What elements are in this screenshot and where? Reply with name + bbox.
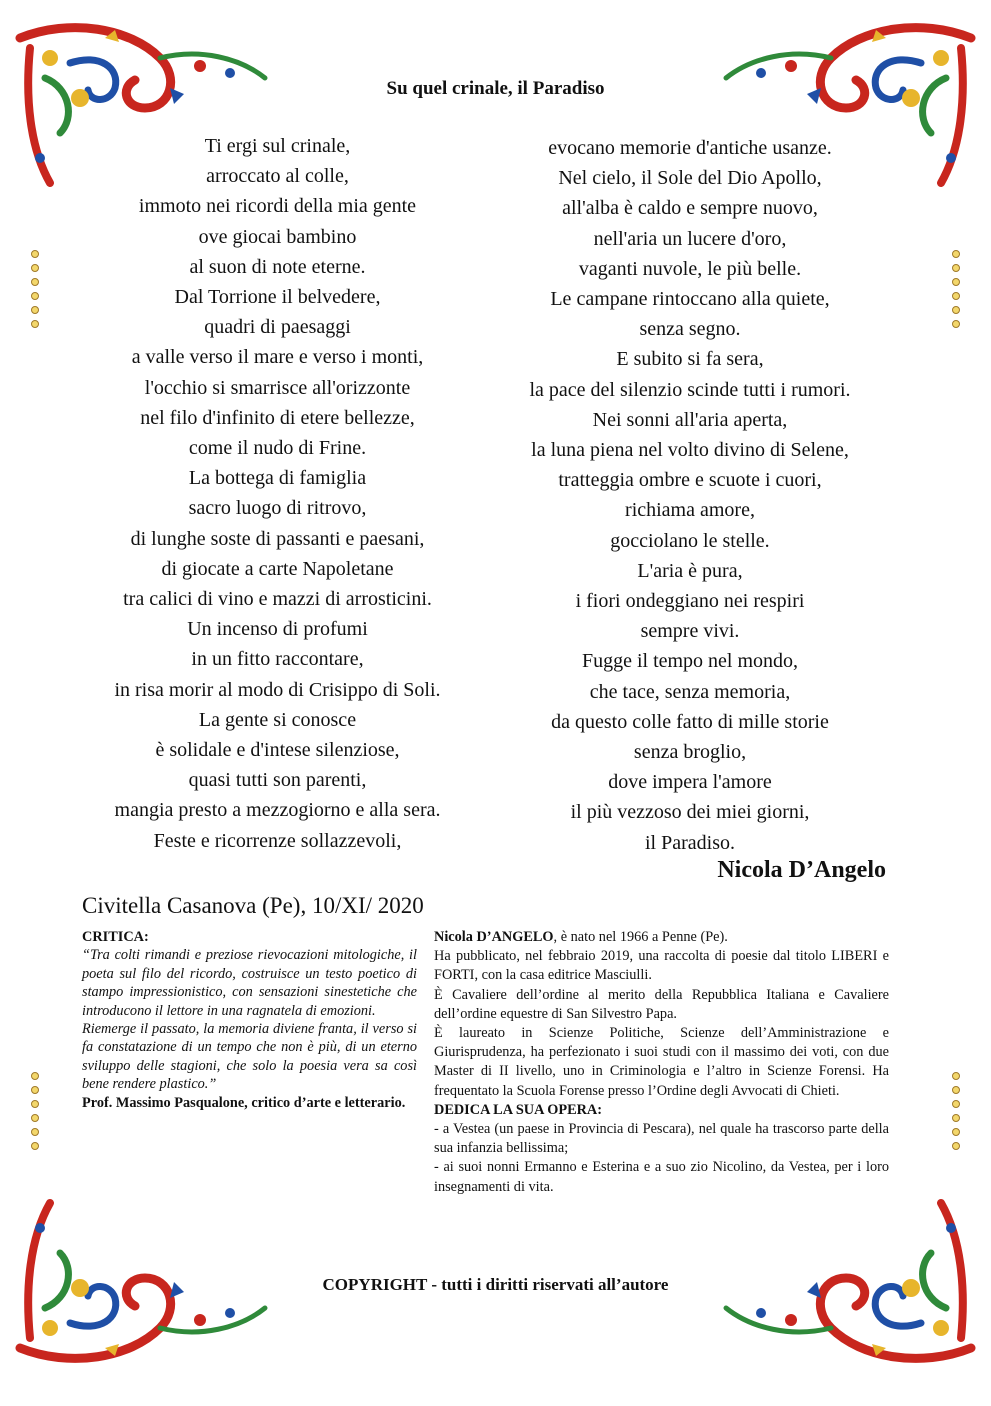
poem-right-line: dove impera l'amore [608,771,772,794]
poem-right-line: la pace del silenzio scinde tutti i rumori. [529,378,851,401]
copyright-notice: COPYRIGHT - tutti i diritti riservati all’autore [322,1275,669,1294]
place-date: Civitella Casanova (Pe), 10/XI/ 2020 [82,893,424,918]
poem-right-line: all'alba è caldo e sempre nuovo, [562,197,818,220]
dot-border-right-top [952,250,960,328]
poem-right-line: il Paradiso. [645,831,735,854]
poem-right-column [495,133,885,858]
poem-left-line: al suon di note eterne. [189,255,366,278]
poem-left-line: nel filo d'infinito di etere bellezze, [140,406,415,429]
poem-left-line: a valle verso il mare e verso i monti, [131,346,424,369]
poem-right-line: Nel cielo, il Sole del Dio Apollo, [558,167,822,190]
poem-left-line: La bottega di famiglia [188,467,367,490]
poem-left-line: arroccato al colle, [206,165,349,188]
poem-right-line: vaganti nuvole, le più belle. [578,257,802,280]
poem-left-line: tra calici di vino e mazzi di arrosticini. [123,588,432,611]
poem-left-line: Ti ergi sul crinale, [204,135,351,157]
poem-left-column [80,131,475,856]
poem-left-line: mangia presto a mezzogiorno e alla sera. [114,799,441,822]
poem-right-line: senza segno. [639,318,741,341]
poem-right-line: evocano memorie d'antiche usanze. [548,137,832,159]
poem-right-line: richiama amore, [625,499,755,522]
poem-right-line: senza broglio, [633,741,747,764]
poem-right-line: sempre vivi. [640,620,740,643]
poem-right-line: L'aria è pura, [637,559,743,582]
poem-left-line: l'occhio si smarrisce all'orizzonte [144,376,411,399]
poem-right-line: tratteggia ombre e scuote i cuori, [558,469,822,492]
dedica-item-1: - a Vestea (un paese in Provincia di Pescara), nel quale ha trascorso parte della sua infanzia bellissima; [434,1121,889,1157]
critica-text-2: Riemerge il passato, la memoria diviene franta, il verso si fa constatazione di un tempo che non è più, di un eterno sviluppo delle stagioni, che solo la poesia vera sa così bene rendere plastico.” [82,1021,417,1093]
poem-left-line: sacro luogo di ritrovo, [188,497,367,520]
critica-section [82,928,417,1112]
poem-left-line: di lunghe soste di passanti e paesani, [130,527,425,550]
poem-right-line: i fiori ondeggiano nei respiri [575,590,805,613]
poem-right-line: il più vezzoso dei miei giorni, [570,801,810,824]
poem-left-line: in risa morir al modo di Crisippo di Soli. [114,678,441,701]
poem-left-line: è solidale e d'intese silenziose, [155,739,400,762]
poem-right-line: E subito si fa sera, [616,348,764,371]
poem-right-line: gocciolano le stelle. [610,529,770,552]
poem-right-line: che tace, senza memoria, [589,680,791,703]
poem-author: Nicola D’Angelo [717,857,886,883]
poem-left-line: quasi tutti son parenti, [188,769,367,792]
critica-signature: Prof. Massimo Pasqualone, critico d’arte e letterario. [82,1094,406,1111]
bio-intro [434,928,889,947]
dedica-item-2: - ai suoi nonni Ermanno e Esterina e a suo zio Nicolino, da Vestea, per i loro insegnamenti di vita. [434,1159,889,1195]
poem-title: Su quel crinale, il Paradiso [386,78,605,99]
poem-left-line: Dal Torrione il belvedere, [174,286,381,309]
poem-left-line: ove giocai bambino [198,225,357,248]
critica-heading: CRITICA: [82,929,149,945]
bio-name: Nicola D’ANGELO [434,929,554,945]
bio-paragraph-1: Ha pubblicato, nel febbraio 2019, una raccolta di poesie dal titolo LIBERI e FORTI, con la casa editrice Masciulli. [434,948,889,984]
dedica-heading: DEDICA LA SUA OPERA: [434,1101,603,1118]
poem-left-line: di giocate a carte Napoletane [161,557,394,580]
poem-right-line: nell'aria un lucere d'oro, [593,227,787,250]
poem-right-line: la luna piena nel volto divino di Selene, [531,439,849,462]
bio-born: , è nato nel 1966 a Penne (Pe). [553,929,728,945]
dot-border-left-bottom [31,1072,39,1150]
poem-right-line: da questo colle fatto di mille storie [551,710,829,733]
bio-paragraph-2: È Cavaliere dell’ordine al merito della Repubblica Italiana e Cavaliere dell’ordine equestre di San Silvestro Papa. [434,986,889,1022]
poem-left-line: La gente si conosce [198,708,357,731]
critica-text: “Tra colti rimandi e preziose rievocazioni mitologiche, il poeta sul filo del ricordo, costruisce un testo poetico di stampo impressionistico, con sensazioni sinestetiche che introducono il lettore in una ragnatela di emozioni. [82,947,417,1019]
poem-left-line: Un incenso di profumi [187,618,368,641]
author-bio-section [434,928,889,1197]
poem-right-line: Fugge il tempo nel mondo, [581,650,799,673]
dot-border-right-bottom [952,1072,960,1150]
poem-right-line: Le campane rintoccano alla quiete, [550,288,830,311]
poem-left-line: quadri di paesaggi [204,316,351,339]
poem-left-line: immoto nei ricordi della mia gente [138,195,417,218]
poem-left-line: in un fitto raccontare, [191,648,364,671]
bio-paragraph-3: È laureato in Scienze Politiche, Scienze dell’Amministrazione e Giurisprudenza, ha perfezionato i suoi studi con il massimo dei voti, con due Master di II livello, uno in Criminologia e l’altro in Scienze Forensi. Ha frequentato la Scuola Forense presso l’Ordine degli Avvocati di Chieti. [434,1025,889,1099]
poem-left-line: come il nudo di Frine. [188,437,367,460]
poem-right-line: Nei sonni all'aria aperta, [592,408,788,431]
poem-left-line: Feste e ricorrenze sollazzevoli, [153,829,402,852]
dot-border-left-top [31,250,39,328]
